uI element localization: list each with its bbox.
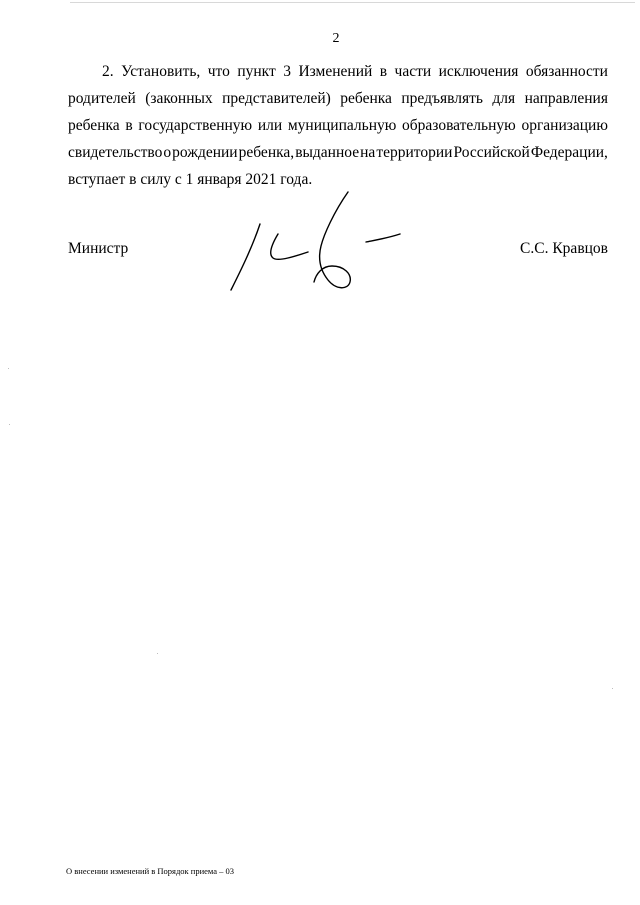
paragraph-word: организацию: [521, 117, 608, 134]
paragraph-word: Установить,: [121, 63, 201, 80]
paragraph-word: государственную: [138, 117, 253, 134]
scan-speck: [157, 653, 158, 654]
paragraph-word: пункт: [237, 63, 276, 80]
paragraph-word: предъявлять: [401, 90, 483, 107]
paragraph-word: образовательную: [402, 117, 516, 134]
paragraph-word: территории: [376, 144, 453, 161]
paragraph-word: 2.: [102, 63, 114, 80]
paragraph-word: Изменений: [298, 63, 373, 80]
paragraph-word: Федерации,: [530, 144, 608, 161]
document-footer: О внесении изменений в Порядок приема – 03: [66, 866, 234, 876]
paragraph-line-4: [68, 139, 608, 166]
paragraph-word: о: [163, 144, 172, 161]
handwritten-signature: [222, 186, 408, 296]
scan-speck: [8, 368, 9, 369]
paragraph-word: или: [257, 117, 283, 134]
paragraph-word: представителей): [222, 90, 331, 107]
paragraph-word: ребенка,: [238, 144, 295, 161]
page-number: 2: [332, 31, 340, 46]
paragraph-word: выданное: [295, 144, 360, 161]
paragraph-word: 3: [283, 63, 291, 80]
scan-edge-line: [70, 2, 635, 3]
signatory-name: С.С. Кравцов: [520, 240, 608, 257]
paragraph-word: ребенка: [340, 90, 392, 107]
paragraph-word: части: [394, 63, 432, 80]
paragraph-item-2: [68, 58, 608, 193]
paragraph-word: вступает в силу с 1 января 2021 года.: [68, 171, 313, 188]
paragraph-word: муниципальную: [287, 117, 397, 134]
paragraph-word: Российской: [453, 144, 530, 161]
paragraph-word: направления: [524, 90, 608, 107]
scan-speck: [612, 688, 613, 689]
paragraph-line-3: [68, 112, 608, 139]
paragraph-word: что: [207, 63, 230, 80]
scan-speck: [9, 424, 10, 425]
paragraph-line-1: [68, 58, 608, 85]
paragraph-word: обязанности: [525, 63, 608, 80]
paragraph-word: ребенка: [68, 117, 120, 134]
paragraph-word: на: [360, 144, 376, 161]
paragraph-word: родителей: [68, 90, 136, 107]
paragraph-word: в: [125, 117, 133, 134]
paragraph-line-2: [68, 85, 608, 112]
paragraph-word: в: [379, 63, 388, 80]
paragraph-word: рождении: [172, 144, 238, 161]
paragraph-word: исключения: [438, 63, 519, 80]
paragraph-word: свидетельство: [68, 144, 163, 161]
signatory-title: Министр: [68, 240, 129, 257]
paragraph-word: для: [492, 90, 516, 107]
paragraph-word: (законных: [145, 90, 213, 107]
